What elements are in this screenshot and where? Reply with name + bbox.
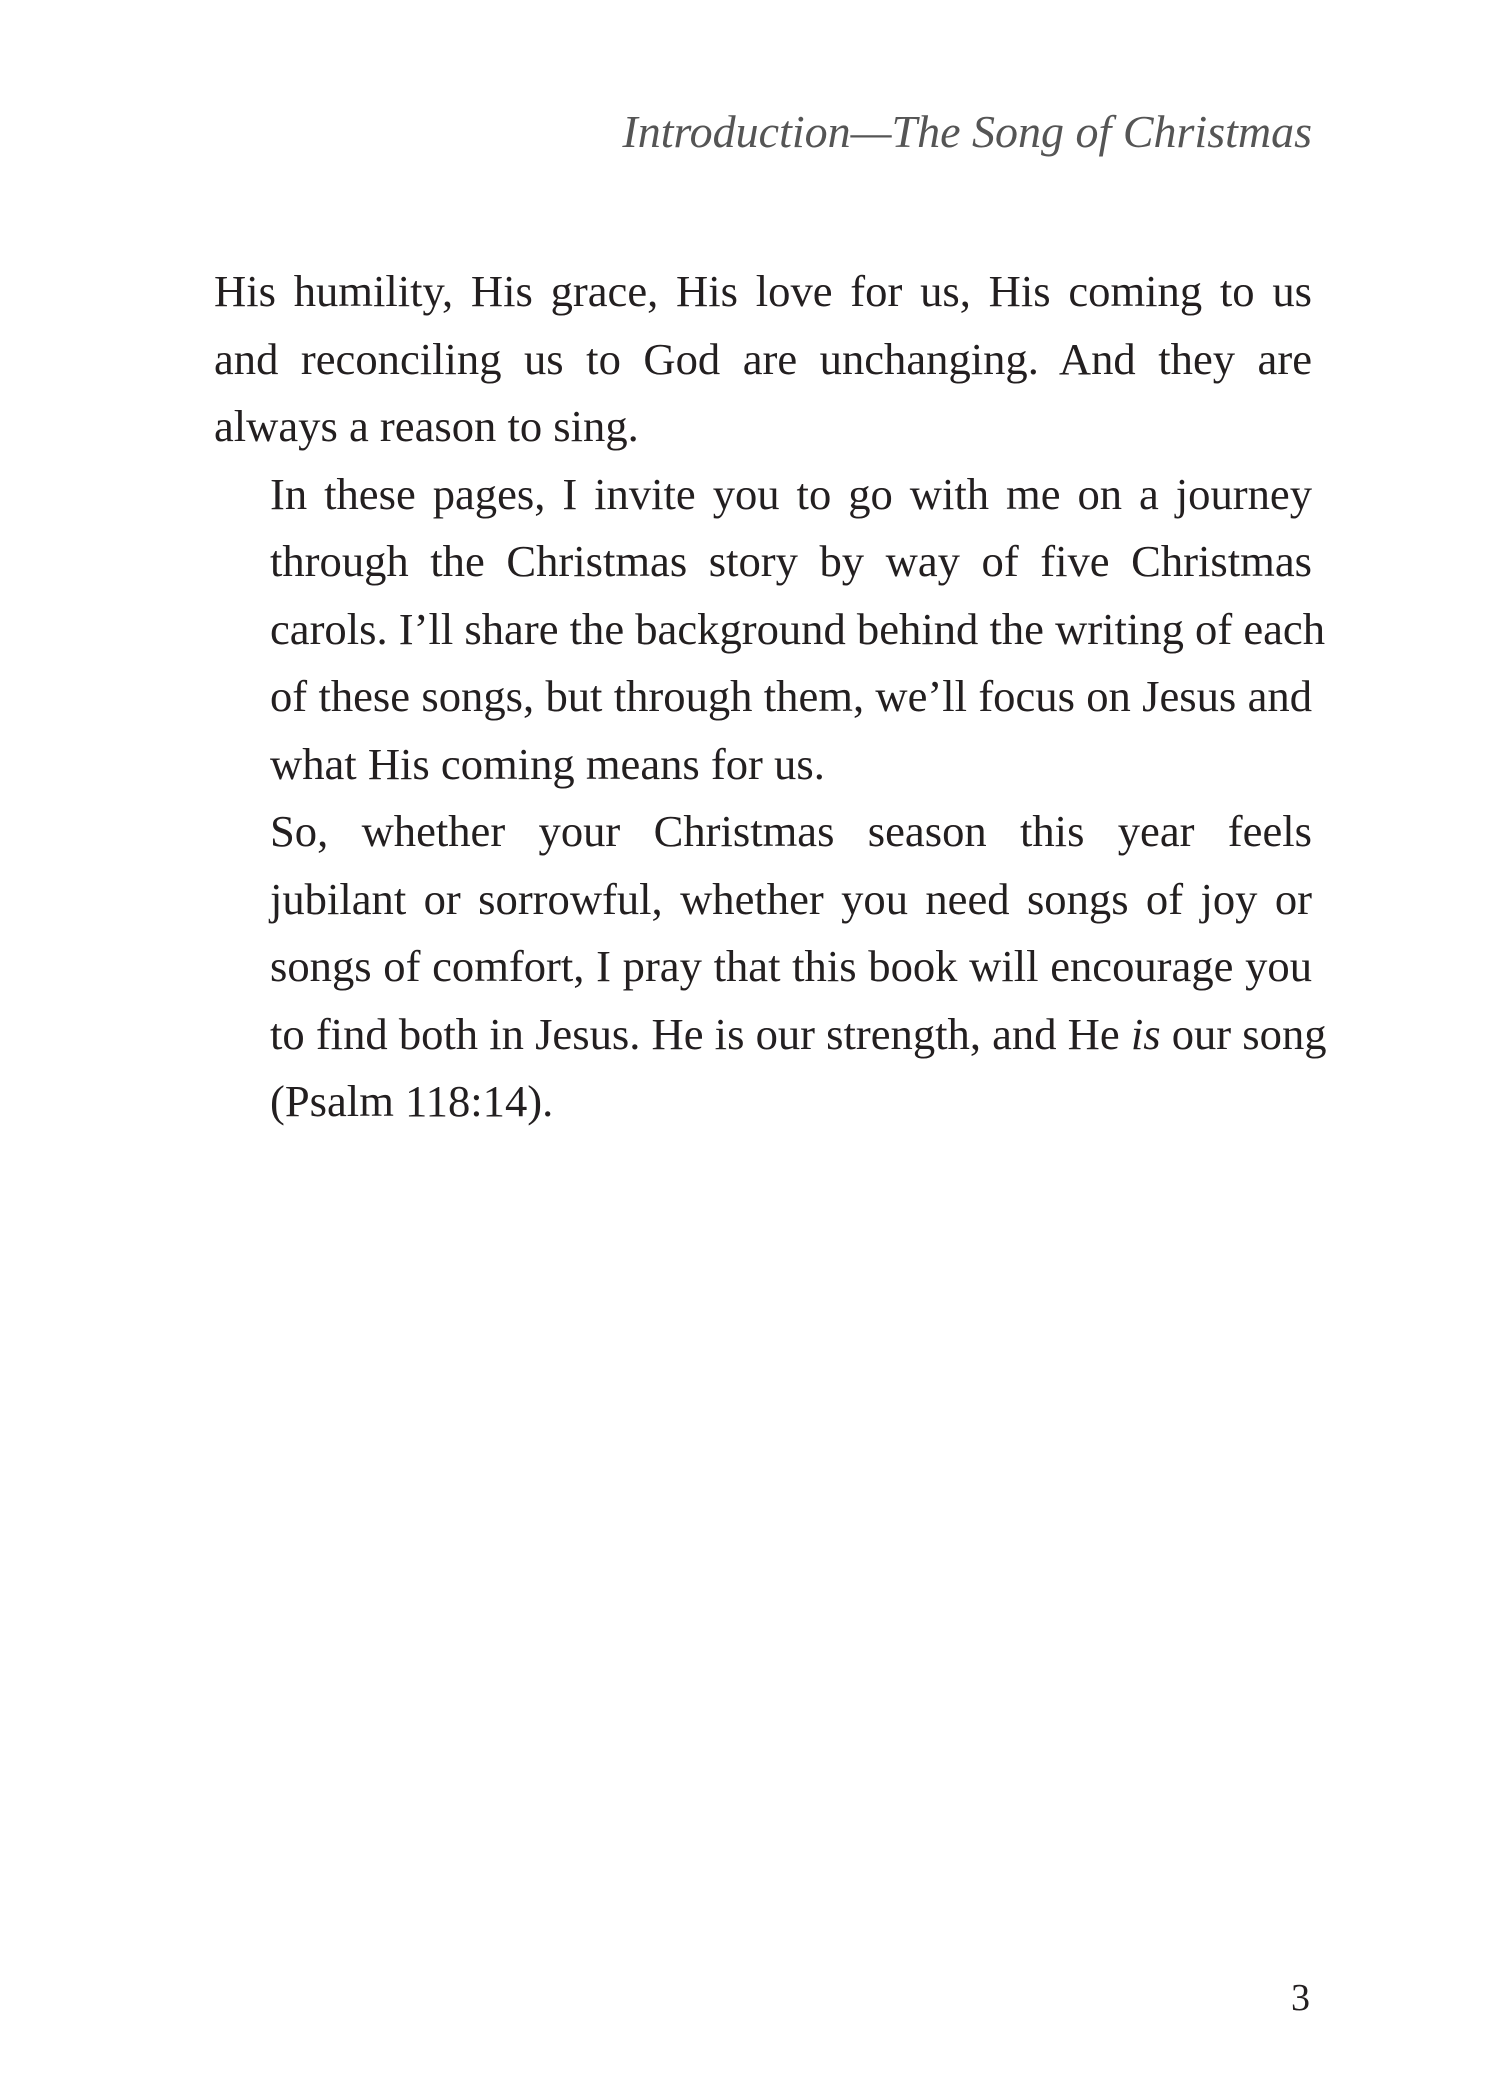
- paragraph-3: [214, 798, 1327, 1136]
- running-head: Introduction—The Song of Christmas: [622, 106, 1312, 157]
- text-line: carols. I’ll share the background behind the writing of each: [270, 603, 1326, 654]
- text-line: songs of comfort, I pray that this book will encourage you: [270, 941, 1312, 991]
- body-text: [214, 258, 1327, 1136]
- text-line: always a reason to sing.: [214, 401, 639, 451]
- text-line: through the Christmas story by way of five Christmas: [270, 536, 1312, 586]
- text-line: So, whether your Christmas season this year feels: [270, 806, 1312, 856]
- text-line: His humility, His grace, His love for us, His coming to us: [214, 266, 1312, 316]
- text-line: jubilant or sorrowful, whether you need songs of joy or: [270, 873, 1312, 924]
- text-line: of these songs, but through them, we’ll focus on Jesus and: [270, 671, 1312, 721]
- text-segment: to find both in Jesus. He is our strength, and He: [270, 1008, 1131, 1059]
- text-line-with-emphasis: [214, 1001, 1327, 1069]
- text-segment: our song: [1160, 1008, 1327, 1059]
- paragraph-2: [214, 461, 1326, 799]
- text-line: (Psalm 118:14).: [270, 1076, 554, 1126]
- text-line: In these pages, I invite you to go with me on a journey: [270, 468, 1312, 519]
- text-line: and reconciling us to God are unchanging. And they are: [214, 333, 1312, 384]
- emphasis-text: is: [1130, 1008, 1161, 1059]
- page-number: 3: [1291, 1977, 1310, 2019]
- text-line: what His coming means for us.: [270, 738, 825, 789]
- paragraph-1: [214, 258, 1312, 461]
